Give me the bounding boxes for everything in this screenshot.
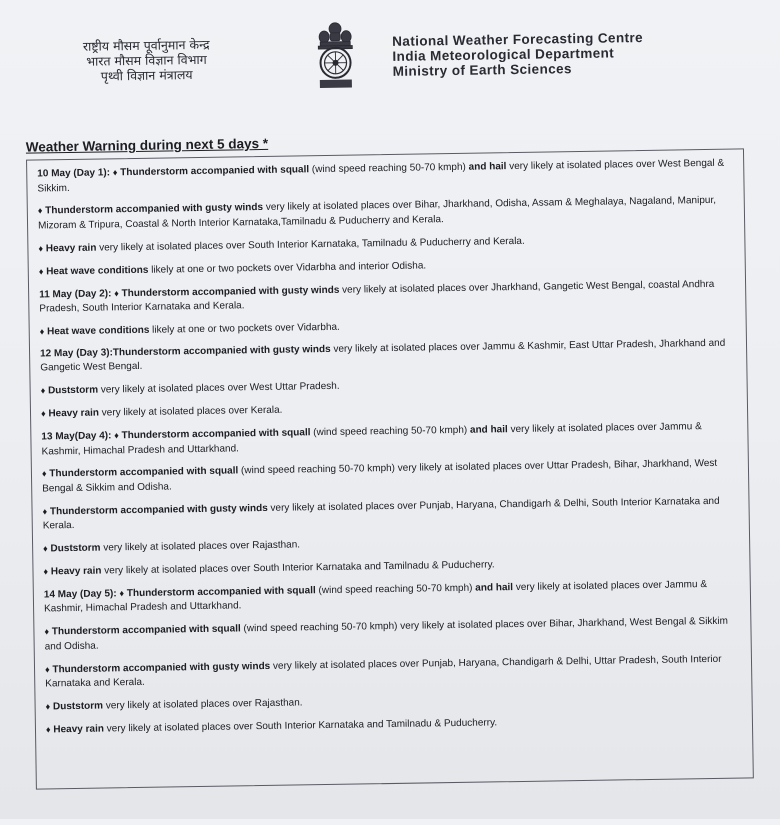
- warning-text: very likely at isolated places over Rajasthan.: [103, 698, 303, 712]
- diamond-bullet-icon: ♦: [46, 702, 51, 712]
- diamond-bullet-icon: ♦: [38, 243, 43, 253]
- warning-text: very likely at isolated places over Rajasthan.: [100, 540, 300, 554]
- warning-item: [44, 576, 740, 617]
- warning-item: [39, 253, 735, 279]
- diamond-bullet-icon: ♦: [43, 544, 48, 554]
- diamond-bullet-icon: ♦: [40, 326, 45, 336]
- warning-text: (wind speed reaching 50-70 kmph): [316, 583, 476, 597]
- diamond-bullet-icon: ♦: [42, 469, 47, 479]
- warning-phenomenon: Duststorm: [48, 385, 98, 397]
- warning-qualifier: and hail: [470, 424, 508, 436]
- warning-item: [44, 614, 740, 655]
- diamond-bullet-icon: ♦: [39, 266, 44, 276]
- section-title: Weather Warning during next 5 days *: [26, 136, 269, 155]
- warning-phenomenon: Heat wave conditions: [47, 325, 149, 338]
- warning-phenomenon: Heavy rain: [46, 242, 97, 254]
- centre-name: National Weather Forecasting Centre: [392, 29, 692, 49]
- diamond-bullet-icon: ♦: [45, 664, 50, 674]
- warning-text: (wind speed reaching 50-70 kmph): [309, 162, 469, 176]
- warning-qualifier: and hail: [469, 161, 507, 173]
- warning-phenomenon: Heavy rain: [53, 724, 104, 736]
- diamond-bullet-icon: ♦: [43, 566, 48, 576]
- diamond-bullet-icon: ♦: [44, 627, 49, 637]
- warning-item: [46, 712, 742, 738]
- day-label: 11 May (Day 2):: [39, 288, 114, 300]
- warning-item: [38, 193, 734, 234]
- warning-item: [46, 689, 742, 715]
- warning-phenomenon: Thunderstorm accompanied with gusty winds: [50, 503, 268, 517]
- warning-item: [42, 456, 738, 497]
- diamond-bullet-icon: ♦: [42, 506, 47, 516]
- warning-text: (wind speed reaching 50-70 kmph) very likely at isolated places over Uttar Pradesh, Bihar, Jharkhand, West Bengal & Sikkim and Odisha.: [42, 458, 717, 494]
- department-name: India Meteorological Department: [392, 44, 692, 64]
- warning-qualifier: and hail: [475, 582, 513, 594]
- warning-text: very likely at isolated places over West Uttar Pradesh.: [98, 381, 340, 396]
- day-label: 14 May (Day 5):: [44, 588, 120, 600]
- warning-item: [38, 230, 734, 256]
- warning-phenomenon: Thunderstorm accompanied with squall: [121, 427, 310, 441]
- warning-text: very likely at isolated places over South Interior Karnataka and Tamilnadu & Puducherry.: [104, 717, 497, 734]
- warning-text: very likely at isolated places over Kerala.: [99, 405, 283, 419]
- day-label: 12 May (Day 3):: [40, 347, 113, 359]
- diamond-bullet-icon: ♦: [114, 430, 119, 440]
- warning-phenomenon: Thunderstorm accompanied with gusty winds: [52, 661, 270, 675]
- warning-text: very likely at isolated places over Jammu & Kashmir, Himachal Pradesh and Uttarkhand.: [44, 579, 707, 615]
- warning-phenomenon: Heat wave conditions: [46, 264, 148, 277]
- hindi-header: [46, 36, 247, 84]
- warning-phenomenon: Thunderstorm accompanied with gusty winds: [45, 202, 263, 216]
- warning-item: [41, 373, 737, 399]
- warning-text: very likely at isolated places over South Interior Karnataka and Tamilnadu & Puducherry.: [101, 559, 494, 576]
- warning-phenomenon: Thunderstorm accompanied with gusty winds: [113, 344, 331, 358]
- warning-text: very likely at isolated places over Punjab, Haryana, Chandigarh & Delhi, Uttar Pradesh, South Interior Karnataka and Kerala.: [45, 654, 721, 690]
- day-label: 10 May (Day 1):: [37, 167, 113, 179]
- warning-text: very likely at isolated places over Punjab, Haryana, Chandigarh & Delhi, South Interior Karnataka and Kerala.: [43, 496, 720, 532]
- warning-phenomenon: Thunderstorm accompanied with squall: [52, 624, 241, 638]
- day-label: 13 May(Day 4):: [41, 430, 114, 442]
- warning-text: very likely at isolated places over West Bengal & Sikkim.: [37, 158, 724, 194]
- warning-item: [43, 531, 739, 557]
- warning-text: very likely at isolated places over Jammu & Kashmir, Himachal Pradesh and Uttarkhand.: [42, 421, 702, 457]
- warning-text: very likely at isolated places over Jammu & Kashmir, East Uttar Pradesh, Jharkhand and Gangetic West Bengal.: [40, 338, 725, 374]
- warning-text: very likely at isolated places over South Interior Karnataka, Tamilnadu & Puducherry and Kerala.: [96, 236, 525, 254]
- warning-phenomenon: Thunderstorm accompanied with squall: [49, 466, 238, 480]
- warning-phenomenon: Heavy rain: [48, 408, 99, 420]
- diamond-bullet-icon: ♦: [114, 288, 119, 298]
- warning-phenomenon: Heavy rain: [51, 566, 102, 578]
- hindi-line: राष्ट्रीय मौसम पूर्वानुमान केन्द्र: [46, 36, 246, 54]
- warning-item: [39, 276, 735, 317]
- hindi-line: भारत मौसम विज्ञान विभाग: [46, 51, 246, 69]
- warning-text: likely at one or two pockets over Vidarbha.: [149, 322, 340, 336]
- national-emblem-icon: [304, 18, 367, 93]
- ministry-name: Ministry of Earth Sciences: [393, 59, 693, 79]
- warning-item: [45, 651, 741, 692]
- warning-item: [40, 336, 736, 376]
- warnings-box: [26, 148, 754, 789]
- warning-text: very likely at isolated places over Jharkhand, Gangetic West Bengal, coastal Andhra Pradesh, South Interior Karnataka and Kerala.: [39, 278, 714, 314]
- warning-item: [40, 314, 736, 340]
- warning-item: [37, 156, 733, 197]
- warning-text: very likely at isolated places over Bihar, Jharkhand, Odisha, Assam & Meghalaya, Nagaland, Manipur, Mizoram & Tripura, Coastal & North Interior Karnataka,Tamilnadu & Puducherry and Kerala.: [38, 195, 716, 231]
- warning-text: (wind speed reaching 50-70 kmph) very likely at isolated places over Bihar, Jharkhand, West Bengal & Sikkim and Odisha.: [45, 616, 728, 652]
- hindi-line: पृथ्वी विज्ञान मंत्रालय: [47, 66, 247, 84]
- diamond-bullet-icon: ♦: [38, 206, 43, 216]
- warning-phenomenon: Thunderstorm accompanied with squall: [120, 164, 309, 178]
- warning-phenomenon: Thunderstorm accompanied with squall: [127, 585, 316, 599]
- warning-item: [41, 396, 737, 422]
- warning-item: [42, 493, 738, 534]
- diamond-bullet-icon: ♦: [41, 409, 46, 419]
- warning-phenomenon: Thunderstorm accompanied with gusty winds: [121, 284, 339, 298]
- warning-text: likely at one or two pockets over Vidarbha and interior Odisha.: [148, 260, 426, 275]
- warning-item: [43, 554, 739, 580]
- diamond-bullet-icon: ♦: [113, 167, 118, 177]
- english-header: [392, 29, 693, 79]
- diamond-bullet-icon: ♦: [41, 386, 46, 396]
- warning-item: [41, 419, 737, 460]
- diamond-bullet-icon: ♦: [46, 724, 51, 734]
- warning-text: (wind speed reaching 50-70 kmph): [310, 425, 470, 439]
- warning-phenomenon: Duststorm: [50, 543, 100, 555]
- diamond-bullet-icon: ♦: [119, 588, 124, 598]
- warning-phenomenon: Duststorm: [53, 701, 103, 713]
